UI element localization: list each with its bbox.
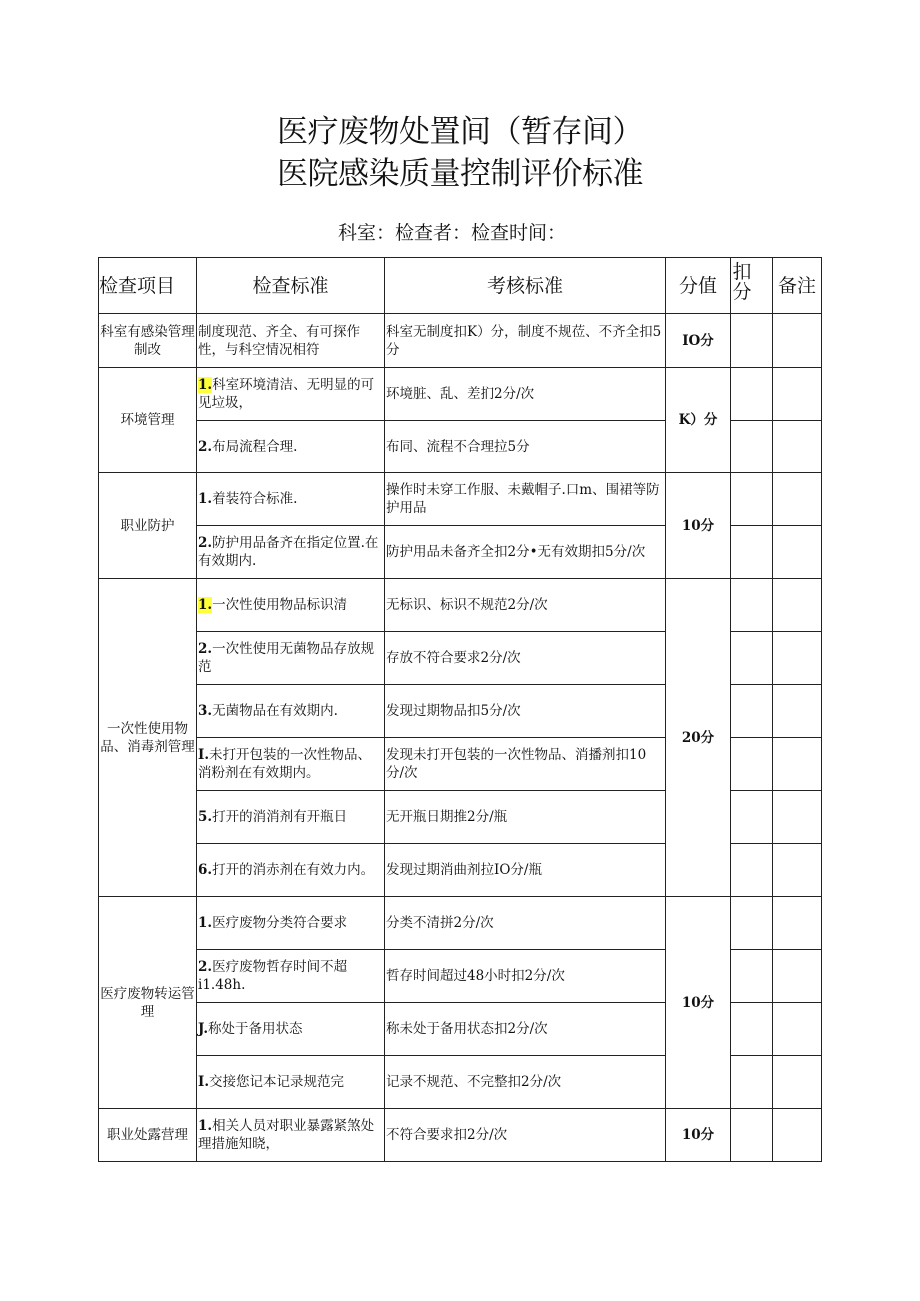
remark-cell[interactable]: [773, 844, 822, 897]
standard-number: 1.: [198, 1118, 213, 1134]
remark-cell[interactable]: [773, 950, 822, 1003]
remark-cell[interactable]: [773, 1109, 822, 1162]
standard-number: 6.: [198, 862, 213, 878]
assessment-criteria-cell: 布同、流程不合理拉5分: [385, 421, 666, 473]
deduction-cell[interactable]: [731, 314, 773, 368]
standard-text: 无菌物品在有效期内.: [212, 703, 338, 719]
standard-text: 防护用品备齐在指定位置.在有效期内.: [198, 535, 379, 569]
deduction-cell[interactable]: [731, 950, 773, 1003]
remark-cell[interactable]: [773, 421, 822, 473]
check-standard-cell: [197, 632, 385, 685]
remark-cell[interactable]: [773, 738, 822, 791]
standard-number: 3.: [198, 703, 213, 719]
deduction-cell[interactable]: [731, 1109, 773, 1162]
deduction-cell[interactable]: [731, 473, 773, 526]
check-item-cell: 职业处露营理: [99, 1109, 197, 1162]
standard-text: 交接您记本记录规范完: [209, 1074, 345, 1090]
assessment-criteria-cell: 操作时未穿工作服、未戴帽子.口m、围裙等防护用品: [385, 473, 666, 526]
check-standard-cell: [197, 579, 385, 632]
standard-number: 1.: [198, 377, 213, 393]
deduction-cell[interactable]: [731, 685, 773, 738]
deduction-cell[interactable]: [731, 632, 773, 685]
score-cell: 10分: [666, 473, 731, 579]
deduction-cell[interactable]: [731, 1056, 773, 1109]
standard-number: 2.: [198, 535, 213, 551]
table-row: [99, 579, 822, 632]
remark-cell[interactable]: [773, 685, 822, 738]
deduction-cell[interactable]: [731, 897, 773, 950]
remark-cell[interactable]: [773, 791, 822, 844]
assessment-criteria-cell: 存放不符合要求2分/次: [385, 632, 666, 685]
assessment-criteria-cell: 分类不清拼2分/次: [385, 897, 666, 950]
standard-text: 科室环境清洁、无明显的可见垃圾，: [198, 377, 375, 411]
standard-number: 2.: [198, 959, 213, 975]
remark-cell[interactable]: [773, 632, 822, 685]
standard-text: 一次性使用物品标识清: [212, 597, 348, 613]
header-check-standard: 检查标准: [197, 258, 385, 314]
check-standard-cell: [197, 526, 385, 579]
remark-cell[interactable]: [773, 579, 822, 632]
assessment-criteria-cell: 不符合要求扣2分/次: [385, 1109, 666, 1162]
assessment-criteria-cell: 无开瓶日期推2分/瓶: [385, 791, 666, 844]
standard-text: 相关人员对职业暴露紧煞处理措施知晓，: [198, 1118, 375, 1152]
standard-number: 2.: [198, 438, 213, 455]
standard-text: 打开的消赤剂在有效力内。: [212, 862, 375, 878]
evaluation-table: [98, 257, 822, 1162]
assessment-criteria-cell: 防护用品未备齐全扣2分•无有效期扣5分/次: [385, 526, 666, 579]
check-standard-cell: [197, 1056, 385, 1109]
standard-number: I.: [198, 1074, 210, 1090]
assessment-criteria-cell: 哲存时间超过48小时扣2分/次: [385, 950, 666, 1003]
standard-text: 一次性使用无菌物品存放规范: [198, 641, 375, 675]
table-row: [99, 897, 822, 950]
table-row: [99, 368, 822, 421]
assessment-criteria-cell: 发现过期物品扣5分/次: [385, 685, 666, 738]
standard-number: J.: [198, 1021, 209, 1037]
remark-cell[interactable]: [773, 473, 822, 526]
remark-cell[interactable]: [773, 526, 822, 579]
remark-cell[interactable]: [773, 314, 822, 368]
score-cell: 20分: [666, 579, 731, 897]
standard-number: 1.: [198, 915, 213, 931]
check-standard-cell: [197, 368, 385, 421]
remark-cell[interactable]: [773, 1003, 822, 1056]
header-deduction: [731, 258, 773, 314]
assessment-criteria-cell: 称未处于备用状态扣2分/次: [385, 1003, 666, 1056]
check-standard-cell: [197, 685, 385, 738]
table-body: [99, 314, 822, 1162]
check-standard-cell: [197, 1109, 385, 1162]
assessment-criteria-cell: 科室无制度扣K）分，制度不规莅、不齐全扣5分: [385, 314, 666, 368]
score-cell: IO分: [666, 314, 731, 368]
header-check-item: 检查项目: [99, 258, 197, 314]
table-row: [99, 1109, 822, 1162]
score-cell: K）分: [666, 368, 731, 473]
check-standard-cell: [197, 897, 385, 950]
header-remark: 备注: [773, 258, 822, 314]
score-cell: 10分: [666, 897, 731, 1109]
assessment-criteria-cell: 无标识、标识不规范2分/次: [385, 579, 666, 632]
check-standard-cell: [197, 1003, 385, 1056]
standard-number: 5.: [198, 809, 213, 825]
check-item-cell: 科室有感染管理制改: [99, 314, 197, 368]
assessment-criteria-cell: 记录不规范、不完整扣2分/次: [385, 1056, 666, 1109]
deduction-cell[interactable]: [731, 421, 773, 473]
standard-text: 着装符合标准.: [212, 491, 298, 507]
check-standard-cell: [197, 473, 385, 526]
standard-text: 医疗废物哲存时间不超i1.48h.: [198, 959, 348, 993]
check-standard-cell: [197, 738, 385, 791]
table-header-row: [99, 258, 822, 314]
deduction-cell[interactable]: [731, 791, 773, 844]
assessment-criteria-cell: 发现过期消曲剂拉IO分/瓶: [385, 844, 666, 897]
standard-text: 打开的消消剂有开瓶日: [212, 809, 348, 825]
check-item-cell: 医疗废物转运管理: [99, 897, 197, 1109]
standard-text: 称处于备用状态: [208, 1021, 303, 1037]
check-standard-cell: [197, 314, 385, 368]
standard-text: 制度现范、齐全、有可探作性，与科空情况相符: [198, 323, 360, 358]
standard-text: 医疗废物分类符合要求: [212, 915, 348, 931]
remark-cell[interactable]: [773, 897, 822, 950]
check-standard-cell: [197, 791, 385, 844]
check-item-cell: 环境管理: [99, 368, 197, 473]
inspection-meta-line: 科室：检查者：检查时间：: [338, 222, 567, 244]
standard-number: I.: [198, 747, 210, 763]
header-deduction-text: 扣 分: [732, 261, 752, 303]
deduction-cell[interactable]: [731, 368, 773, 421]
standard-number: 1.: [198, 491, 213, 507]
deduction-cell[interactable]: [731, 1003, 773, 1056]
deduction-cell[interactable]: [731, 844, 773, 897]
deduction-cell[interactable]: [731, 526, 773, 579]
remark-cell[interactable]: [773, 368, 822, 421]
assessment-criteria-cell: 发现未打开包装的一次性物品、消播剂扣10分/次: [385, 738, 666, 791]
remark-cell[interactable]: [773, 1056, 822, 1109]
check-standard-cell: [197, 844, 385, 897]
document-title-line-1: 医疗废物处置间（暂存间）: [277, 114, 643, 150]
deduction-cell[interactable]: [731, 738, 773, 791]
check-item-cell: 一次性使用物品、消毒剂管理: [99, 579, 197, 897]
check-standard-cell: [197, 421, 385, 473]
standard-text: 布局流程合理.: [212, 438, 298, 455]
check-item-cell: 职业防护: [99, 473, 197, 579]
document-title-line-2: 医院感染质量控制评价标准: [277, 156, 643, 192]
table-row: [99, 473, 822, 526]
header-assessment-criteria: 考核标准: [385, 258, 666, 314]
header-score: 分值: [666, 258, 731, 314]
deduction-cell[interactable]: [731, 579, 773, 632]
table-row: [99, 314, 822, 368]
standard-number: 1.: [198, 597, 213, 613]
score-cell: 10分: [666, 1109, 731, 1162]
standard-text: 未打开包装的一次性物品、消粉剂在有效期内。: [198, 747, 372, 781]
standard-number: 2.: [198, 641, 213, 657]
check-standard-cell: [197, 950, 385, 1003]
assessment-criteria-cell: 环境脏、乱、差扪2分/次: [385, 368, 666, 421]
